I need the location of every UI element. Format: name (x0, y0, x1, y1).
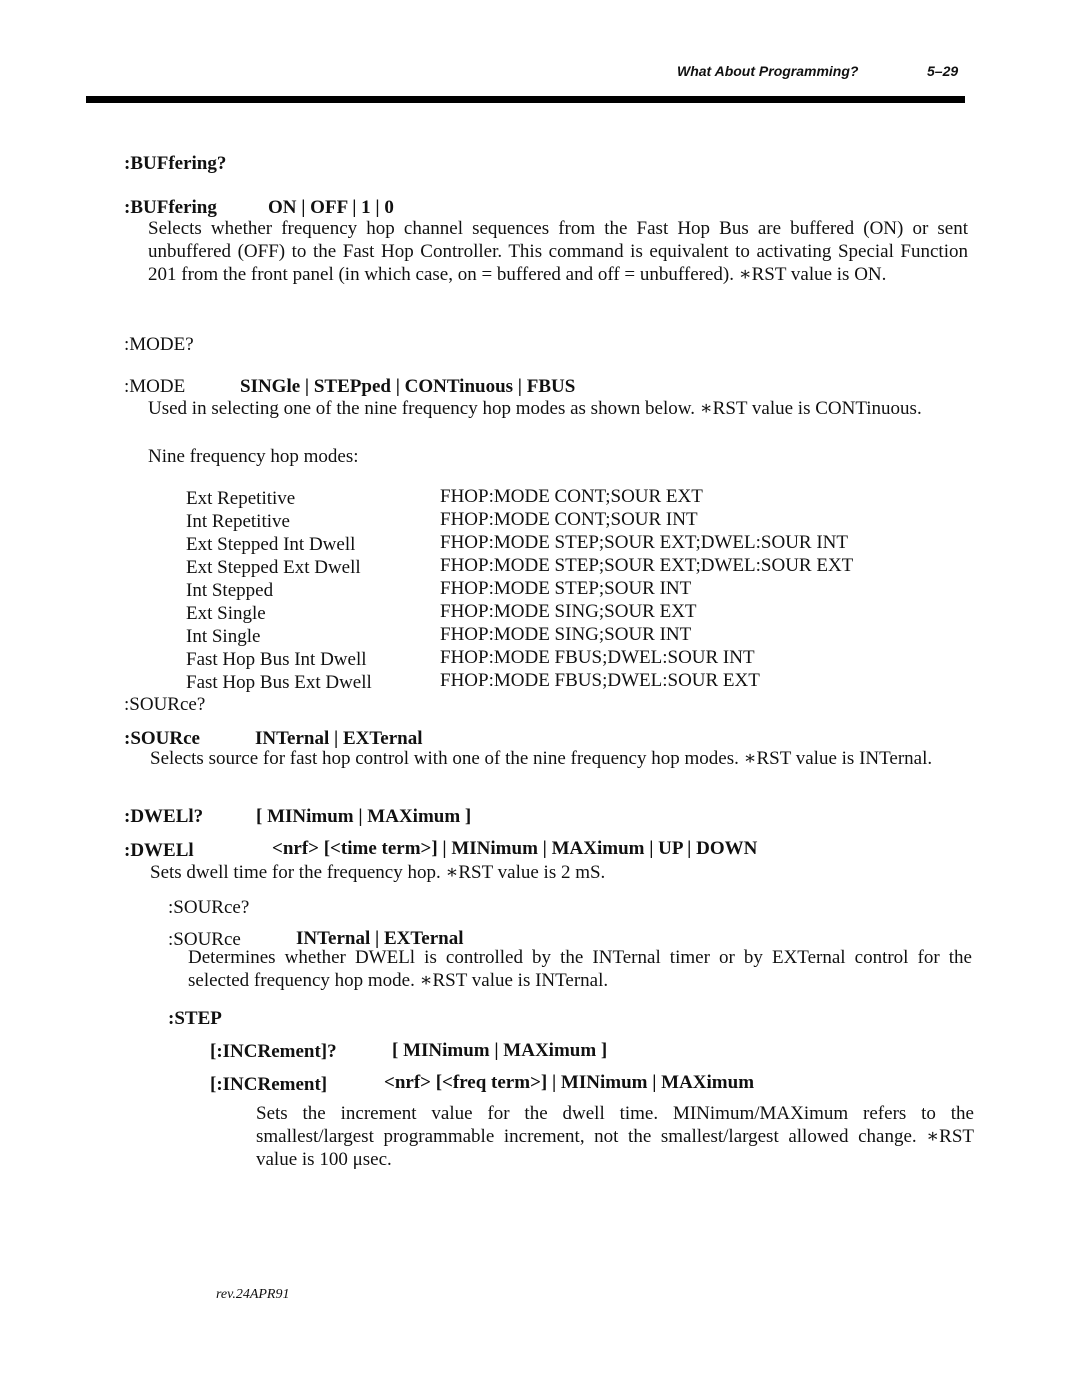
mode-name: Fast Hop Bus Int Dwell (186, 649, 367, 670)
step-increment-query: [:INCRement]? (210, 1041, 337, 1062)
mode-cmd: FHOP:MODE STEP;SOUR INT (440, 578, 692, 599)
mode-command: :MODE (124, 376, 186, 397)
buffering-query: :BUFfering? (124, 153, 227, 174)
dwell-source-description: Determines whether DWELl is controlled by the INTernal timer or by EXTernal control for the selected frequency hop mode. ∗RST value is INTernal. (188, 947, 972, 991)
mode-name: Ext Single (186, 603, 266, 624)
source-query: :SOURce? (124, 694, 206, 715)
buffering-command: :BUFfering (124, 197, 217, 218)
mode-list-intro: Nine frequency hop modes: (148, 446, 359, 467)
mode-name: Fast Hop Bus Ext Dwell (186, 672, 372, 693)
step-description: Sets the increment value for the dwell time. MINimum/MAXimum refers to the smallest/largest programmable increment, not the smallest/largest allowed change. ∗RST value is 100 μsec. (256, 1103, 974, 1170)
mode-cmd: FHOP:MODE SING;SOUR EXT (440, 601, 697, 622)
step-increment-args: <nrf> [<freq term>] | MINimum | MAXimum (384, 1072, 755, 1093)
dwell-query: :DWELl? (124, 806, 204, 827)
mode-cmd: FHOP:MODE FBUS;DWEL:SOUR EXT (440, 670, 760, 691)
header-rule (86, 96, 965, 103)
mode-cmd: FHOP:MODE CONT;SOUR INT (440, 509, 698, 530)
mode-name: Int Repetitive (186, 511, 290, 532)
dwell-args: <nrf> [<time term>] | MINimum | MAXimum | UP | DOWN (272, 838, 758, 859)
mode-description: Used in selecting one of the nine frequency hop modes as shown below. ∗RST value is CONTinuous. (148, 398, 922, 419)
dwell-source-query: :SOURce? (168, 897, 250, 918)
mode-args: SINGle | STEPped | CONTinuous | FBUS (240, 376, 576, 397)
revision-footer: rev.24APR91 (216, 1287, 290, 1302)
buffering-description: Selects whether frequency hop channel sequences from the Fast Hop Bus are buffered (ON) or sent unbuffered (OFF) to the Fast Hop Controller. This command is equivalent to activating Special Function 201 from the front panel (in which case, on = buffered and off = unbuffered). ∗RST value is ON. (148, 218, 968, 285)
page-number: 5–29 (927, 63, 959, 79)
mode-cmd: FHOP:MODE SING;SOUR INT (440, 624, 692, 645)
dwell-query-args: [ MINimum | MAXimum ] (256, 806, 472, 827)
mode-cmd: FHOP:MODE STEP;SOUR EXT;DWEL:SOUR EXT (440, 555, 854, 576)
step-increment-query-args: [ MINimum | MAXimum ] (392, 1040, 608, 1061)
mode-name: Ext Stepped Ext Dwell (186, 557, 361, 578)
mode-name: Ext Repetitive (186, 488, 296, 509)
source-args: INTernal | EXTernal (255, 728, 423, 749)
dwell-source-command: :SOURce (168, 929, 241, 950)
source-description: Selects source for fast hop control with one of the nine frequency hop modes. ∗RST value is INTernal. (150, 748, 933, 769)
mode-query: :MODE? (124, 334, 194, 355)
source-command: :SOURce (124, 728, 200, 749)
mode-cmd: FHOP:MODE CONT;SOUR EXT (440, 486, 703, 507)
dwell-source-args: INTernal | EXTernal (296, 928, 464, 949)
step-title: :STEP (168, 1008, 222, 1029)
mode-name: Int Single (186, 626, 261, 647)
mode-name: Int Stepped (186, 580, 274, 601)
dwell-description: Sets dwell time for the frequency hop. ∗RST value is 2 mS. (150, 862, 606, 883)
mode-cmd: FHOP:MODE FBUS;DWEL:SOUR INT (440, 647, 755, 668)
running-header-title: What About Programming? (677, 63, 859, 79)
step-increment-command: [:INCRement] (210, 1074, 328, 1095)
dwell-command: :DWELl (124, 840, 194, 861)
mode-cmd: FHOP:MODE STEP;SOUR EXT;DWEL:SOUR INT (440, 532, 848, 553)
mode-name: Ext Stepped Int Dwell (186, 534, 356, 555)
buffering-args: ON | OFF | 1 | 0 (268, 197, 394, 218)
